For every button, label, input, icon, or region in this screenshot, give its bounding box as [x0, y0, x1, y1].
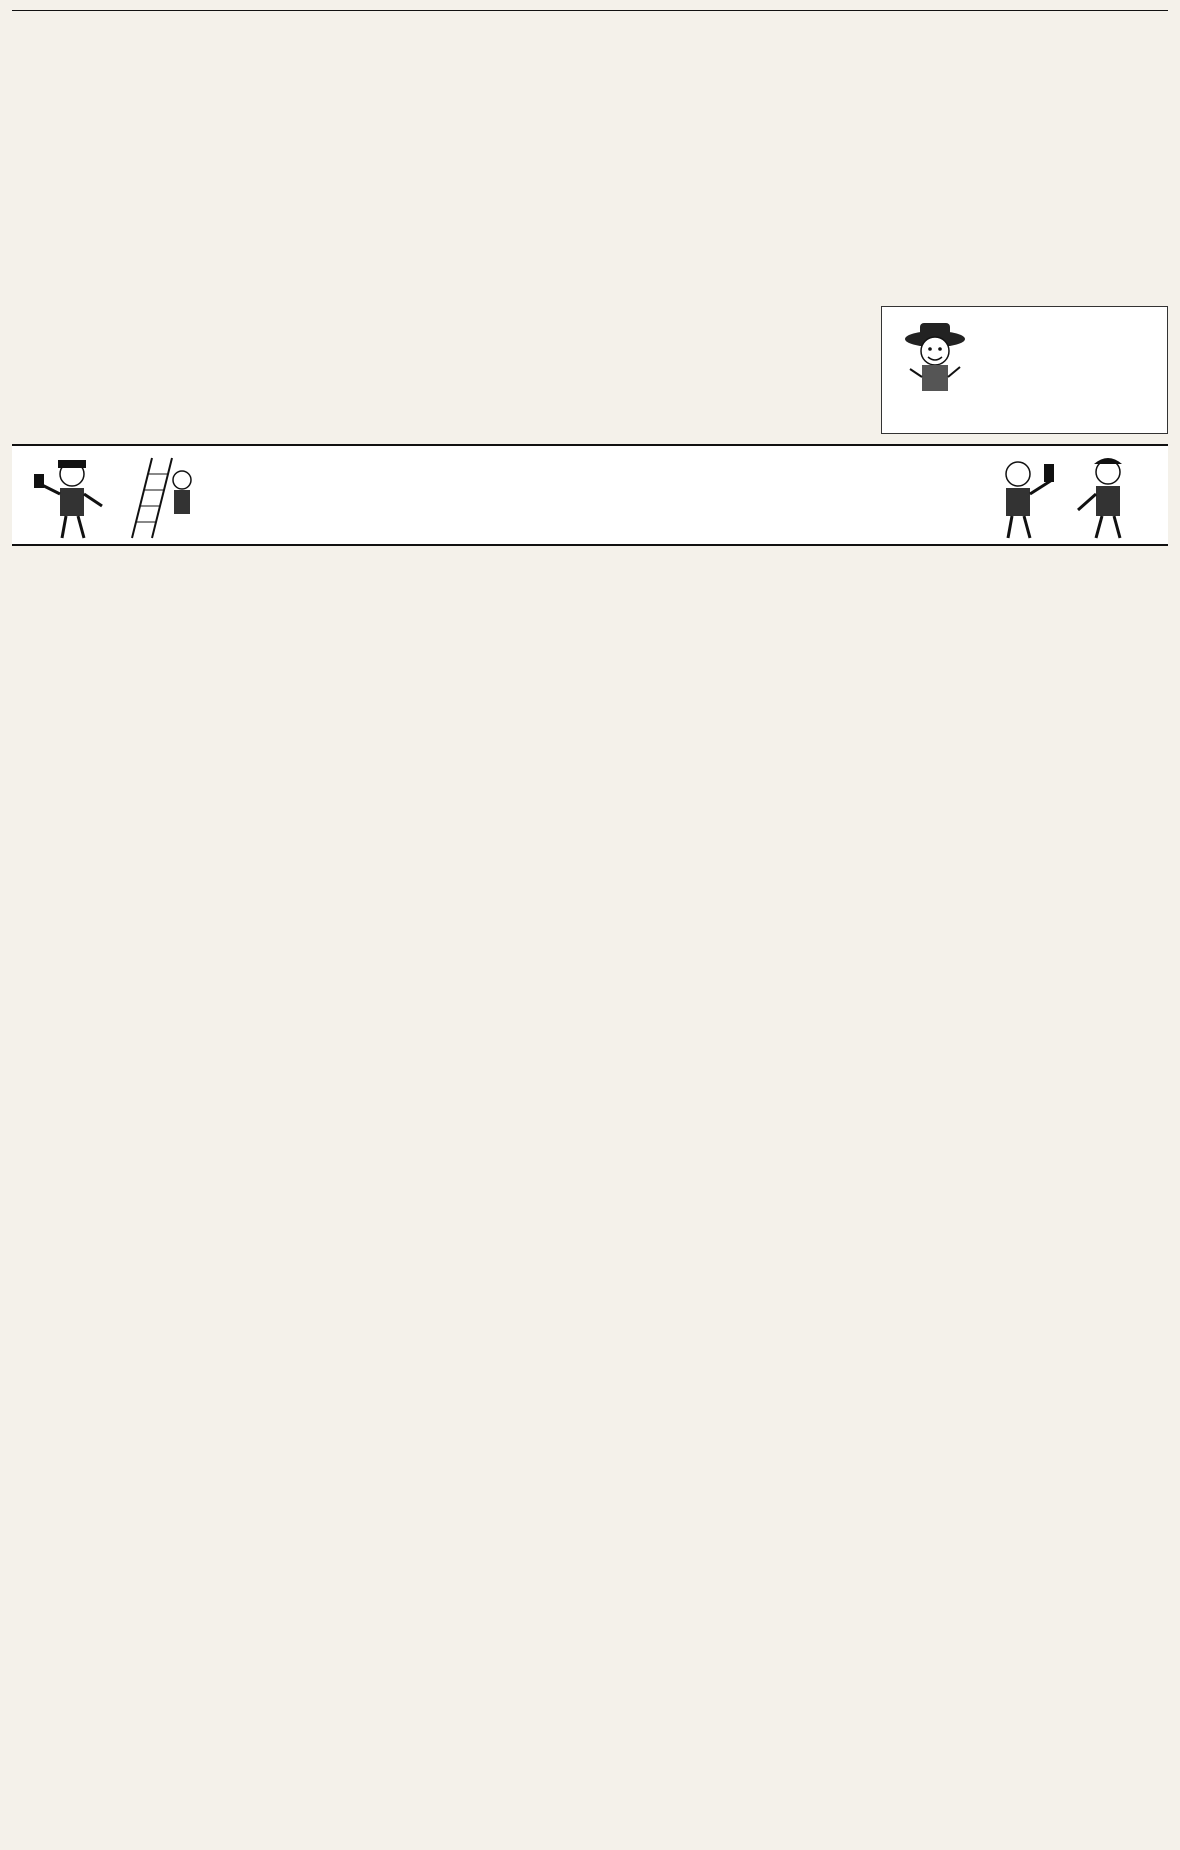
service-directory — [12, 550, 1168, 1842]
blue-grass-farms-ad — [881, 306, 1168, 434]
masthead — [12, 8, 1168, 11]
plumber-icon — [1068, 454, 1148, 540]
blue-grass-bottom — [886, 426, 1165, 430]
farmer-mascot-icon — [890, 317, 980, 397]
newspaper-page — [12, 8, 1168, 1842]
handyman-left-icon — [32, 454, 112, 540]
painter-icon — [978, 454, 1058, 540]
directory-banner — [12, 444, 1168, 546]
ladder-worker-icon — [122, 454, 202, 540]
